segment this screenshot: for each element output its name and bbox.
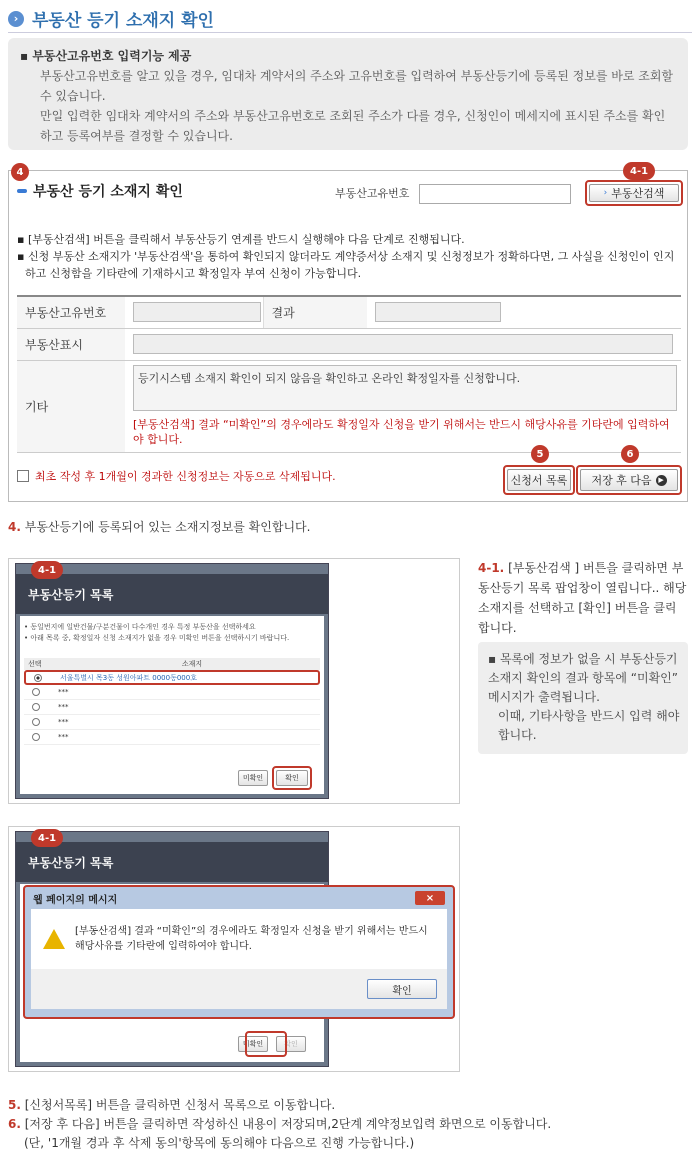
step4-line: 4. 부동산등기에 등록되어 있는 소재지정보를 확인합니다. (8, 520, 311, 534)
radio-button[interactable] (32, 733, 40, 741)
property-id-input[interactable] (419, 184, 571, 204)
popup-title-2: 부동산등기 목록 (16, 842, 328, 882)
list-item-address: *** (58, 733, 69, 741)
table-row (17, 296, 681, 328)
list-item[interactable] (24, 670, 320, 685)
row-label-etc: 기타 (17, 360, 125, 452)
side-note-box (478, 642, 688, 754)
page-title-row (8, 6, 214, 31)
footer-step5: 5. [신청서목록] 버튼을 클릭하면 신청서 목록으로 이동합니다. (8, 1098, 336, 1112)
message-dialog (23, 885, 455, 1019)
warning-icon (43, 929, 65, 949)
list-item-address: *** (58, 703, 69, 711)
popup-rows (24, 670, 320, 745)
search-button-frame (585, 180, 683, 206)
footer-step6: 6. [저장 후 다음] 버튼을 클릭하면 작성하신 내용이 저장되며,2단계 계약정보입력 화면으로 이동합니다. (8, 1117, 552, 1131)
bullet-2: ▪ 신청 부동산 소재지가 '부동산검색'을 통하여 확인되지 않더라도 계약증서상 소재지 및 신청정보가 정확하다면, 그 사실을 신청인이 인지하고 신청함을 기타란에 기재하시고 확정일자 부여 신청이 가능합니다. (17, 250, 675, 280)
dialog-message: [부동산검색] 결과 “미확인”의 경우에라도 확정일자 신청을 받기 위해서는 반드시 해당사유를 기타란에 입력하여야 합니다. (75, 926, 428, 952)
arrow-icon: › (603, 188, 608, 198)
popup-table-header: 선택 소재지 (24, 658, 320, 670)
table-row (17, 360, 681, 452)
id-label: 부동산고유번호 (335, 187, 410, 200)
property-id-field (133, 302, 261, 322)
etc-textarea[interactable]: 등기시스템 소재지 확인이 되지 않음을 확인하고 온라인 확정일자를 신청합니다. (133, 365, 677, 411)
screenshot-message-dialog (8, 826, 460, 1072)
list-item[interactable] (24, 700, 320, 715)
property-display-field (133, 334, 673, 354)
popup-title: 부동산등기 목록 (16, 574, 328, 614)
popup-window (15, 563, 329, 799)
dialog-ok-button[interactable]: 확인 (367, 979, 437, 999)
next-arrow-icon: ▶ (656, 475, 667, 486)
list-button-frame (503, 465, 575, 495)
unconfirmed-frame (245, 1031, 287, 1057)
side-note-1: ▪ 목록에 정보가 없을 시 부동산등기 소재지 확인의 결과 항목에 “미확인” 메시지가 출력됩니다. (488, 652, 678, 704)
radio-button[interactable] (32, 718, 40, 726)
step-badge-5: 5 (531, 445, 549, 463)
property-search-button[interactable]: › 부동산검색 (589, 184, 679, 202)
close-icon[interactable]: × (415, 891, 445, 905)
info-heading: ▪ 부동산고유번호 입력기능 제공 (20, 49, 192, 63)
save-next-button[interactable]: 저장 후 다음 ▶ (580, 469, 678, 491)
list-item[interactable] (24, 730, 320, 745)
row-label-display: 부동산표시 (17, 328, 125, 360)
list-item-address: *** (58, 688, 69, 696)
auto-delete-row (17, 468, 336, 484)
auto-delete-checkbox[interactable] (17, 470, 29, 482)
auto-delete-label: 최초 작성 후 1개월이 경과한 신청정보는 자동으로 삭제됩니다. (35, 470, 336, 483)
popup-body (20, 616, 324, 794)
page-title: 부동산 등기 소재지 확인 (32, 11, 214, 31)
dialog-titlebar: 웹 페이지의 메시지 × (25, 887, 453, 909)
popup-notes: • 동일번지에 일반건물/구분건물이 다수개인 경우 특정 부동산을 선택하세요 • 아래 목록 중, 확정일자 신청 소재지가 없을 경우 미확인 버튼을 선택하시기 바랍니다. (24, 623, 290, 642)
result-field (375, 302, 501, 322)
popup-ok-frame (272, 766, 312, 790)
side-description: 4-1. [부동산검색 ] 버튼을 클릭하면 부동산등기 목록 팝업창이 열립니다.. 해당 소재지를 선택하고 [확인] 버튼을 클릭합니다. (478, 561, 687, 635)
row-label-result: 결과 (263, 296, 367, 328)
chevron-right-icon: › (8, 11, 24, 27)
location-check-panel (8, 165, 688, 502)
popup-unconfirmed-button-2[interactable]: 미확인 (238, 1036, 268, 1052)
screenshot-list-popup (8, 558, 460, 804)
list-item-address: 서울특별시 목3동 성원아파트 0000동000호 (60, 673, 197, 682)
info-para2: 만일 입력한 임대차 계약서의 주소와 부동산고유번호로 조회된 주소가 다를 경우, 신청인이 메세지에 표시된 주소를 확인하고 등록여부를 결정할 수 있습니다. (40, 109, 666, 143)
radio-button[interactable] (32, 703, 40, 711)
application-list-button[interactable]: 신청서 목록 (507, 469, 571, 491)
list-item[interactable] (24, 685, 320, 700)
side-note-2: 이때, 기타사항을 반드시 입력 해야 합니다. (498, 709, 680, 742)
radio-button[interactable] (34, 674, 42, 682)
next-button-frame (576, 465, 682, 495)
row-label-id: 부동산고유번호 (17, 296, 125, 328)
footer-step6-note: (단, '1개월 경과 후 삭제 동의'항목에 동의해야 다음으로 진행 가능합니다.) (24, 1136, 415, 1150)
dialog-footer (31, 969, 447, 1009)
bullet-icon (17, 189, 27, 193)
step-badge-4-1: 4-1 (623, 162, 655, 180)
panel-title: 부동산 등기 소재지 확인 (17, 181, 183, 201)
bullet-1: ▪ [부동산검색] 버튼을 클릭해서 부동산등기 연계를 반드시 실행해야 다음 단계로 진행됩니다. (17, 233, 465, 246)
info-box (8, 38, 688, 150)
popup-ok-button-2[interactable]: 확인 (276, 1036, 306, 1052)
info-para1: 부동산고유번호를 알고 있을 경우, 임대차 계약서의 주소와 고유번호를 입력하여 부동산등기에 등록된 정보를 바로 조회할 수 있습니다. (40, 69, 674, 103)
popup-unconfirmed-button[interactable]: 미확인 (238, 770, 268, 786)
step-badge-4-1: 4-1 (31, 829, 63, 847)
popup-ok-button[interactable]: 확인 (276, 770, 308, 786)
step-badge-4-1: 4-1 (31, 561, 63, 579)
step-badge-4: 4 (11, 163, 29, 181)
radio-button[interactable] (32, 688, 40, 696)
footer-notes (8, 1096, 692, 1153)
step-badge-6: 6 (621, 445, 639, 463)
list-item-address: *** (58, 718, 69, 726)
table-row (17, 328, 681, 360)
list-item[interactable] (24, 715, 320, 730)
divider (8, 32, 692, 33)
dialog-body (31, 909, 447, 969)
location-table (17, 295, 681, 453)
etc-warning: [부동산검색] 결과 “미확인”의 경우에라도 확정일자 신청을 받기 위해서는 반드시 해당사유를 기타란에 입력하여야 합니다. (133, 418, 670, 446)
